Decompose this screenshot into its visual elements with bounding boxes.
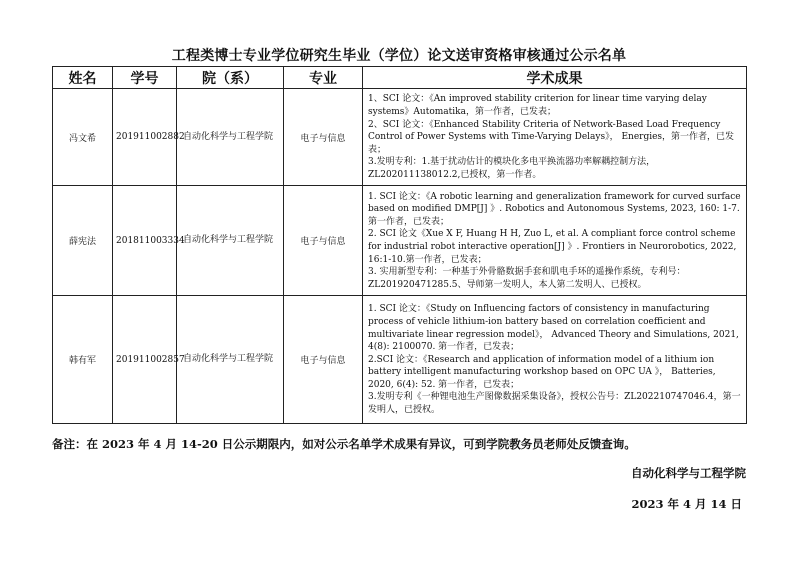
cell-department: 自动化科学与工程学院 bbox=[177, 89, 284, 186]
cell-student-id: 201811003334 bbox=[113, 186, 177, 296]
cell-major: 电子与信息 bbox=[284, 186, 363, 296]
cell-name: 薛宪法 bbox=[53, 186, 113, 296]
cell-achievements bbox=[363, 186, 747, 296]
cell-major: 电子与信息 bbox=[284, 296, 363, 424]
cell-achievements bbox=[363, 89, 747, 186]
signature-date: 2023 年 4 月 14 日 bbox=[631, 497, 742, 511]
document-title: 工程类博士专业学位研究生毕业（学位）论文送审资格审核通过公示名单 bbox=[171, 48, 627, 64]
table-row bbox=[53, 186, 747, 296]
table-row bbox=[53, 296, 747, 424]
achievement-item: 3. 实用新型专利：一种基于外骨骼数据手套和肌电手环的遥操作系统，专利号：ZL201920471285.5、导师第一发明人，本人第二发明人、已授权。 bbox=[368, 267, 686, 290]
achievement-item: 1. SCI 论文：《Study on Influencing factors of consistency in manufacturing process of vehicle lithium‑ion battery based on correlation coefficient and multivariate linear regression model》， Advanced Theory and Simulations, 2021, 4(8): 2100070. 第一作者，已发表； bbox=[368, 304, 739, 353]
achievement-item: 3.发明专利《一种锂电池生产图像数据采集设备》，授权公告号：ZL202210747046.4，第一发明人，已授权。 bbox=[368, 392, 741, 416]
achievement-item: 1、SCI 论文：《An improved stability criterion for linear time varying delay systems》Automatika，第一作者，已发表； bbox=[368, 94, 707, 118]
achievement-item: 2. SCI 论文《Xue X F, Huang H H, Zuo L, et al. A compliant force control scheme for industrial robot interactive operation[J] 》. Frontiers in Neurorobotics, 2022, 16:1-10.第一作者，已发表； bbox=[368, 229, 737, 265]
header-achievements: 学术成果 bbox=[363, 67, 747, 89]
cell-name: 韩有军 bbox=[53, 296, 113, 424]
achievement-item: 3.发明专利：1.基于扰动估计的模块化多电平换流器功率解耦控制方法，ZL202011138012.2,已授权，第一作者。 bbox=[368, 157, 656, 180]
achievement-item: 1. SCI 论文：《A robotic learning and generalization framework for curved surface based on modified DMP[J] 》. Robotics and Autonomous Systems, 2023, 160: 1-7. 第一作者，已发表； bbox=[368, 191, 741, 227]
cell-student-id: 201911002857 bbox=[113, 296, 177, 424]
header-major: 专业 bbox=[284, 67, 363, 89]
header-department: 院（系） bbox=[177, 67, 284, 89]
achievement-item: 2.SCI 论文：《Research and application of information model of a lithium ion battery intelligent manufacturing workshop based on OPC UA 》， Batteries, 2020, 6(4): 52. 第一作者，已发表； bbox=[368, 354, 716, 390]
signature-organization: 自动化科学与工程学院 bbox=[631, 466, 746, 480]
cell-student-id: 201911002882 bbox=[113, 89, 177, 186]
header-student-id: 学号 bbox=[113, 67, 177, 89]
table-row bbox=[53, 89, 747, 186]
cell-department: 自动化科学与工程学院 bbox=[177, 296, 284, 424]
header-name: 姓名 bbox=[53, 67, 113, 89]
candidate-table bbox=[52, 66, 747, 424]
table-header-row bbox=[53, 67, 747, 89]
footnote: 备注：在 2023 年 4 月 14-20 日公示期限内，如对公示名单学术成果有异议，可到学院教务员老师处反馈查询。 bbox=[52, 437, 636, 451]
cell-department: 自动化科学与工程学院 bbox=[177, 186, 284, 296]
cell-major: 电子与信息 bbox=[284, 89, 363, 186]
achievement-item: 2、SCI 论文：《Enhanced Stability Criteria of Network-Based Load Frequency Control of Power Systems with Time-Varying Delays》， Energies，第一作者，已发表； bbox=[368, 119, 735, 155]
cell-achievements bbox=[363, 296, 747, 424]
cell-name: 冯文希 bbox=[53, 89, 113, 186]
